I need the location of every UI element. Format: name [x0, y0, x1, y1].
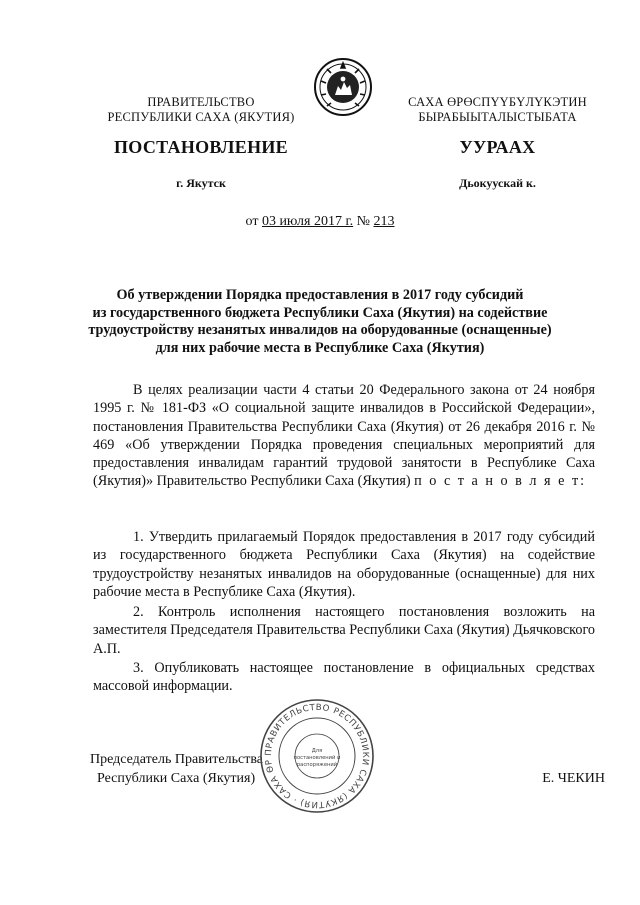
position-line-2: Республики Саха (Якутия) — [97, 771, 256, 786]
city-sakha: Дьокуускай к. — [459, 176, 536, 190]
document-number: 213 — [373, 214, 395, 229]
preamble-text: В целях реализации части 4 статьи 20 Федерального закона от 24 ноября 1995 г. № 181-ФЗ «О социальной защите инвалидов в Российской Федерации», постановления Правительства Республики Саха (Якутия) от 26 декабря 2016 г. № 469 «Об утверждении Порядка проведения специальных мероприятий для предоставления инвалидам гарантий трудовой занятости в Республике Саха (Якутия)» Правительство Республики Саха (Якутия) — [93, 382, 595, 490]
title-line-2: из государственного бюджета Республики Саха (Якутия) на содействие — [92, 304, 548, 321]
document-title — [70, 287, 570, 357]
number-prefix: от — [245, 214, 259, 229]
document-date: 03 июля 2017 г. — [261, 214, 354, 229]
seal-ring-text: ПРАВИТЕЛЬСТВО РЕСПУБЛИКИ САХА (ЯКУТИЯ) · САХА ӨР — [263, 702, 371, 810]
signatory-name: Е. ЧЕКИН — [542, 771, 605, 786]
government-name-ru — [96, 95, 306, 125]
doc-type-sakha: УУРААХ — [459, 137, 536, 157]
gov-sakha-line1: САХА ӨРӨСПҮҮБҮЛҮКЭТИН — [408, 95, 587, 109]
coat-of-arms-emblem-icon — [313, 57, 373, 117]
seal-center-line-3: распоряжений — [296, 762, 338, 768]
position-line-1: Председатель Правительства — [90, 752, 263, 767]
government-name-sakha — [390, 95, 605, 125]
resolves-text: п о с т а н о в л я е т: — [414, 473, 587, 490]
title-line-3: трудоустройству незанятых инвалидов на оборудованные (оснащенные) — [88, 322, 552, 338]
gov-ru-line1: ПРАВИТЕЛЬСТВО — [147, 95, 255, 109]
item-2-paragraph: 2. Контроль исполнения настоящего постановления возложить на заместителя Председателя Правительства Республики Саха (Якутия) Дьячковского А.П. — [93, 604, 595, 657]
city-ru: г. Якутск — [176, 176, 226, 190]
item-3-paragraph: 3. Опубликовать настоящее постановление в официальных средствах массовой информации. — [93, 660, 595, 695]
number-sign: № — [356, 214, 370, 229]
preamble-paragraph — [93, 381, 595, 491]
item-1-paragraph: 1. Утвердить прилагаемый Порядок предоставления в 2017 году субсидий из государственного бюджета Республики Саха (Якутия) на содействие трудоустройству незанятых инвалидов на оборудованные (оснащенные) для них рабочие места в Республике Саха (Якутия). — [93, 529, 595, 600]
official-seal-stamp — [258, 697, 376, 815]
title-line-4: для них рабочие места в Республике Саха (Якутия) — [155, 339, 485, 356]
title-line-1: Об утверждении Порядка предоставления в 2017 году субсидий — [116, 287, 524, 303]
document-date-number — [150, 214, 490, 230]
seal-center-line-1: Для — [311, 748, 323, 754]
gov-sakha-line2: БЫРАБЫЫТАЛЫСТЫБАТА — [418, 110, 577, 124]
gov-ru-line2: РЕСПУБЛИКИ САХА (ЯКУТИЯ) — [107, 110, 295, 124]
doc-type-ru: ПОСТАНОВЛЕНИЕ — [114, 137, 288, 157]
seal-center-line-2: постановлений и — [293, 755, 341, 761]
